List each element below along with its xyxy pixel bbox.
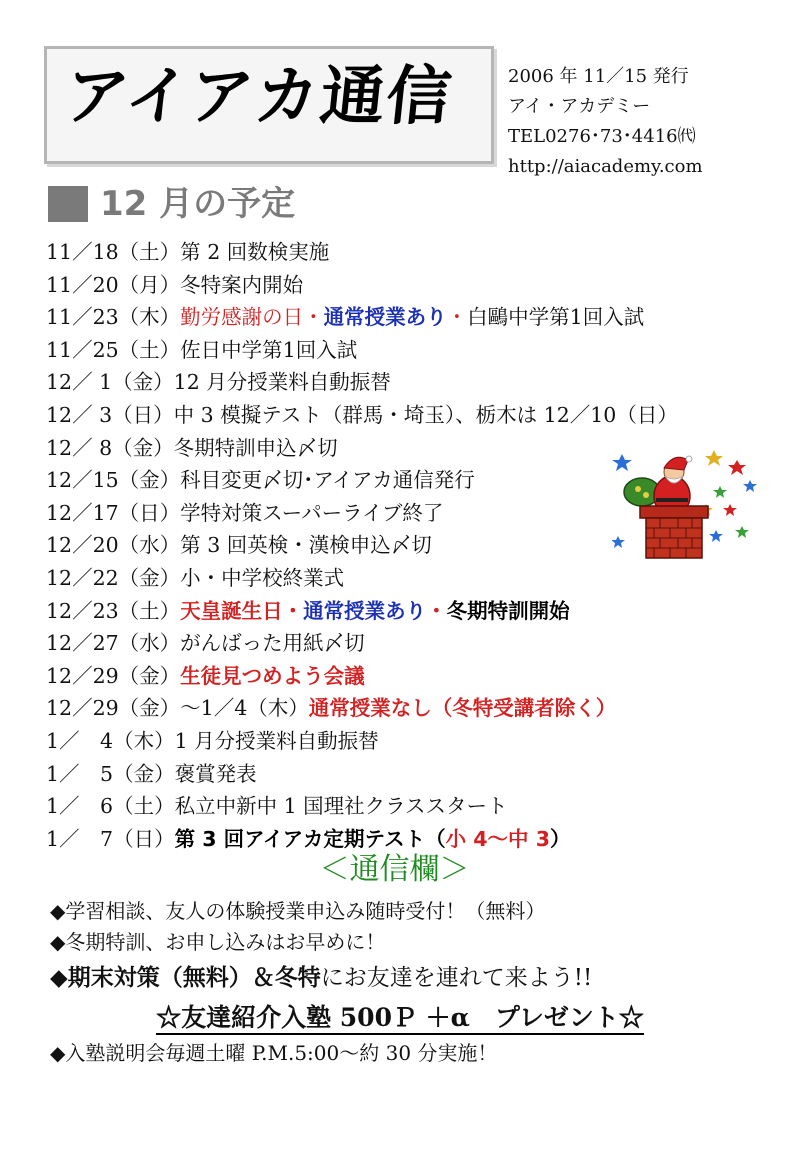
- issue-date: 2006 年 11／15 発行: [508, 66, 689, 87]
- schedule-row: [46, 692, 776, 725]
- schedule-date: 12／27（水）: [46, 631, 181, 656]
- santa-chimney-illustration: [612, 446, 762, 566]
- schedule-row: [46, 334, 776, 367]
- schedule-event-text: 通常授業あり: [303, 598, 427, 623]
- note-bring-friends-bold: ◆期末対策（無料）＆冬特: [50, 965, 321, 991]
- schedule-date: 11／25（土）: [46, 337, 181, 362]
- schedule-date: 12／22（金）: [46, 565, 181, 590]
- communication-heading: ＜通信欄＞: [319, 852, 470, 887]
- schedule-heading: [48, 186, 295, 222]
- schedule-event-text: 中 3 模擬テスト（群馬・埼玉）、栃木は 12／10（日）: [173, 402, 678, 427]
- schedule-row: [46, 236, 776, 269]
- schedule-row: [46, 790, 776, 823]
- schedule-event-text: 小 4～中 3: [445, 826, 550, 851]
- schedule-row: [46, 269, 776, 302]
- schedule-row: [46, 562, 776, 595]
- schedule-event-text: 第 2 回数検実施: [180, 240, 330, 264]
- note-info-session: ◆入塾説明会毎週土曜 P.M.5:00～約 30 分実施！: [50, 1041, 498, 1065]
- schedule-date: 1／ 4（木）: [46, 728, 175, 753]
- header-info: [508, 62, 703, 182]
- communication-notes: [50, 896, 770, 1069]
- note-consultation: ◆学習相談、友人の体験授業申込み随時受付！（無料）: [50, 899, 546, 923]
- schedule-event-text: 天皇誕生日・: [180, 598, 304, 623]
- schedule-date: 1／ 7（日）: [46, 826, 175, 851]
- schedule-row: [46, 627, 776, 660]
- schedule-event-text: 科目変更〆切･アイアカ通信発行: [180, 468, 475, 493]
- schedule-event-text: 第 3 回アイアカ定期テスト（: [174, 826, 446, 851]
- newsletter-title: アイアカ通信: [61, 60, 457, 134]
- schedule-event-text: 小・中学校終業式: [180, 565, 345, 590]
- schedule-date: 12／23（土）: [46, 598, 181, 623]
- schedule-row: [46, 366, 776, 399]
- schedule-event-text: がんばった用紙〆切: [180, 631, 365, 656]
- note-bring-friends-rest: にお友達を連れて来よう!!: [320, 965, 593, 991]
- schedule-date: 12／20（水）: [46, 533, 181, 558]
- phone-number: TEL0276･73･4416㈹: [508, 126, 696, 147]
- schedule-date: 1／ 5（金）: [46, 761, 175, 786]
- schedule-date: 11／20（月）: [46, 272, 181, 297]
- schedule-row: [46, 660, 776, 693]
- website-url: http://aiacademy.com: [508, 156, 703, 177]
- schedule-date: 12／ 1（金）: [46, 370, 174, 395]
- schedule-event-text: 学特対策スーパーライブ終了: [180, 500, 444, 525]
- schedule-event-text: 通常授業なし（冬特受講者除く）: [308, 696, 617, 721]
- schedule-row: [46, 758, 776, 791]
- schedule-event-text: 1 月分授業料自動振替: [174, 728, 379, 753]
- schedule-row: [46, 399, 776, 432]
- schedule-event-text: 白鷗中学第1回入試: [467, 305, 645, 330]
- schedule-event-text: 冬特案内開始: [180, 272, 304, 297]
- schedule-event-text: 勤労感謝の日・: [180, 305, 324, 330]
- schedule-date: 12／15（金）: [46, 468, 181, 493]
- schedule-row: [46, 823, 776, 856]
- note-winter-course: ◆冬期特訓、お申し込みはお早めに！: [50, 930, 386, 954]
- schedule-event-text: 冬期特訓開始: [446, 598, 570, 623]
- schedule-date: 11／23（木）: [46, 305, 181, 330]
- schedule-event-text: 私立中新中 1 国理社クラススタート: [174, 794, 508, 819]
- note-bring-friends: [50, 958, 770, 998]
- schedule-date: 1／ 6（土）: [46, 794, 175, 819]
- schedule-event-text: 12 月分授業料自動振替: [173, 370, 391, 395]
- schedule-row: [46, 725, 776, 758]
- referral-text: ☆友達紹介入塾 500Ｐ ＋α プレゼント☆: [156, 1003, 644, 1035]
- schedule-event-text: 佐日中学第1回入試: [180, 337, 358, 362]
- schedule-date: 12／29（金）: [46, 696, 181, 721]
- schedule-event-text: ）: [549, 826, 571, 851]
- schedule-event-text: 通常授業あり: [323, 305, 447, 330]
- referral-banner: [50, 998, 750, 1038]
- heading-square-icon: [48, 186, 88, 222]
- schedule-event-text: ～1／4（木）: [180, 696, 309, 721]
- schedule-date: 12／ 3（日）: [46, 402, 174, 427]
- title-box: [44, 46, 494, 164]
- school-name: アイ・アカデミー: [508, 96, 651, 117]
- schedule-date: 11／18（土）: [46, 240, 181, 264]
- schedule-event-text: 生徒見つめよう会議: [180, 663, 365, 688]
- schedule-event-text: ・: [446, 305, 468, 330]
- schedule-date: 12／ 8（金）: [46, 435, 174, 460]
- schedule-event-text: 第 3 回英検・漢検申込〆切: [180, 533, 432, 558]
- schedule-event-text: ・: [426, 598, 447, 623]
- schedule-row: [46, 301, 776, 334]
- schedule-date: 12／29（金）: [46, 663, 181, 688]
- schedule-row: [46, 595, 776, 628]
- schedule-event-text: 冬期特訓申込〆切: [173, 435, 338, 460]
- schedule-heading-text: 12 月の予定: [100, 184, 296, 224]
- schedule-date: 12／17（日）: [46, 500, 181, 525]
- schedule-event-text: 褒賞発表: [174, 761, 257, 786]
